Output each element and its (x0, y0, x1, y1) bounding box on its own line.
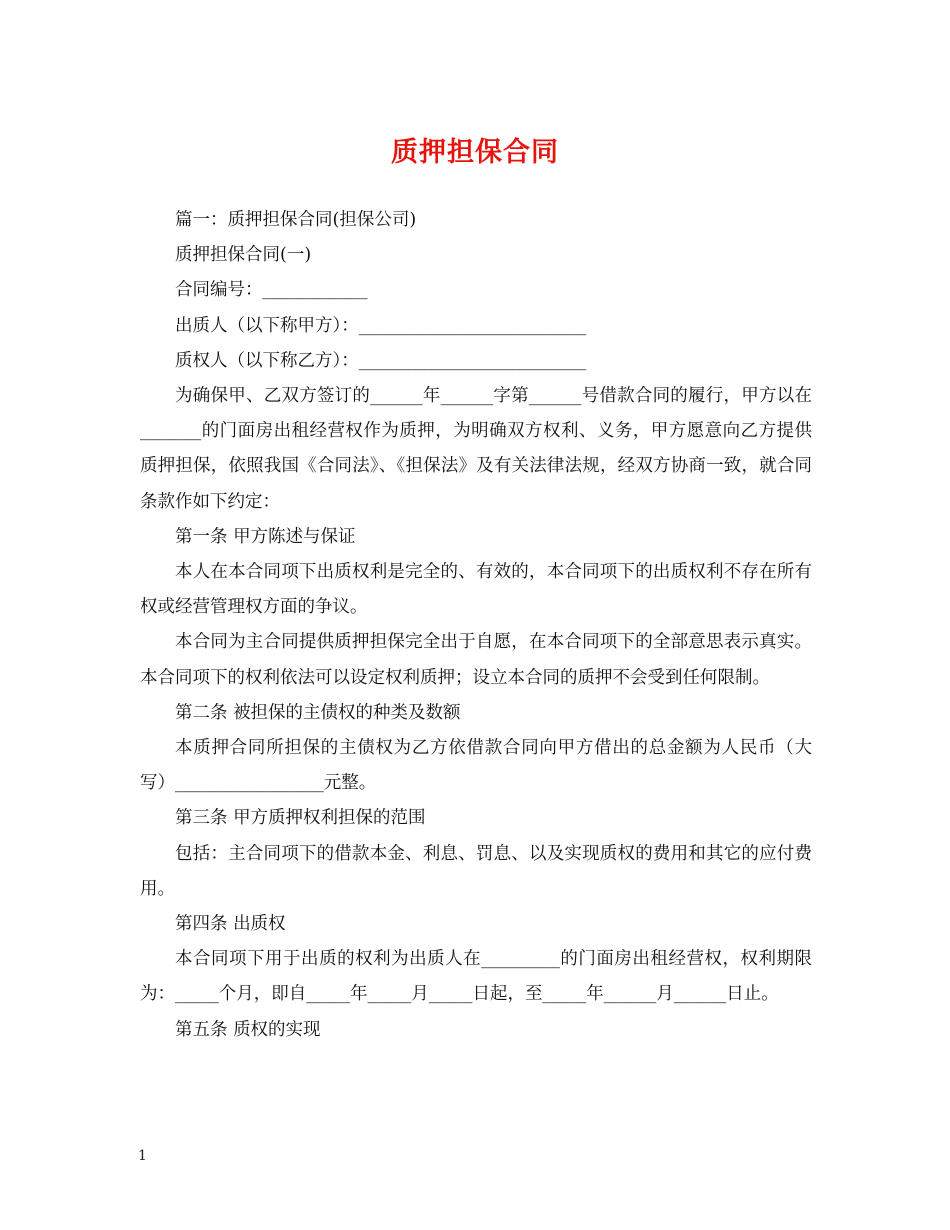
pledgee-line: 质权人（以下称乙方）：__________________________ (175, 350, 587, 371)
pledgor-line: 出质人（以下称甲方）：__________________________ (175, 315, 587, 336)
section-heading: 篇一：质押担保合同(担保公司) (175, 210, 417, 230)
article-2-heading: 第二条 被担保的主债权的种类及数额 (175, 702, 461, 723)
article-1-paragraph-1: 本人在本合同项下出质权利是完全的、有效的，本合同项下的出质权利不存在所有权或经营管理权方面的争议。 (140, 562, 812, 618)
article-1-paragraph-2: 本合同为主合同提供质押担保完全出于自愿，在本合同项下的全部意思表示真实。本合同项下的权利依法可以设定权利质押；设立本合同的质押不会受到任何限制。 (140, 632, 812, 688)
page-number: 1 (138, 1148, 147, 1164)
article-3-heading: 第三条 甲方质押权利担保的范围 (175, 808, 426, 829)
contract-subtitle: 质押担保合同(一) (175, 245, 312, 266)
article-5-heading: 第五条 质权的实现 (175, 1019, 321, 1040)
document-title: 质押担保合同 (391, 137, 559, 168)
document-body (140, 203, 812, 1048)
article-2-paragraph: 本质押合同所担保的主债权为乙方依借款合同向甲方借出的总金额为人民币（大写）_________________元整。 (140, 738, 812, 794)
article-1-heading: 第一条 甲方陈述与保证 (175, 526, 356, 547)
article-4-paragraph: 本合同项下用于出质的权利为出质人在_________的门面房出租经营权，权利期限为：_____个月，即自_____年_____月_____日起，至_____年______月______日止。 (140, 949, 812, 1005)
article-3-paragraph: 包括：主合同项下的借款本金、利息、罚息、以及实现质权的费用和其它的应付费用。 (140, 843, 812, 899)
article-4-heading: 第四条 出质权 (175, 914, 286, 935)
preamble-paragraph: 为确保甲、乙双方签订的______年______字第______号借款合同的履行，甲方以在_______的门面房出租经营权作为质押，为明确双方权利、义务，甲方愿意向乙方提供质押担保，依照我国《合同法》、《担保法》及有关法律法规，经双方协商一致，就合同条款作如下约定： (140, 386, 812, 512)
contract-number-line: 合同编号：____________ (175, 280, 368, 301)
